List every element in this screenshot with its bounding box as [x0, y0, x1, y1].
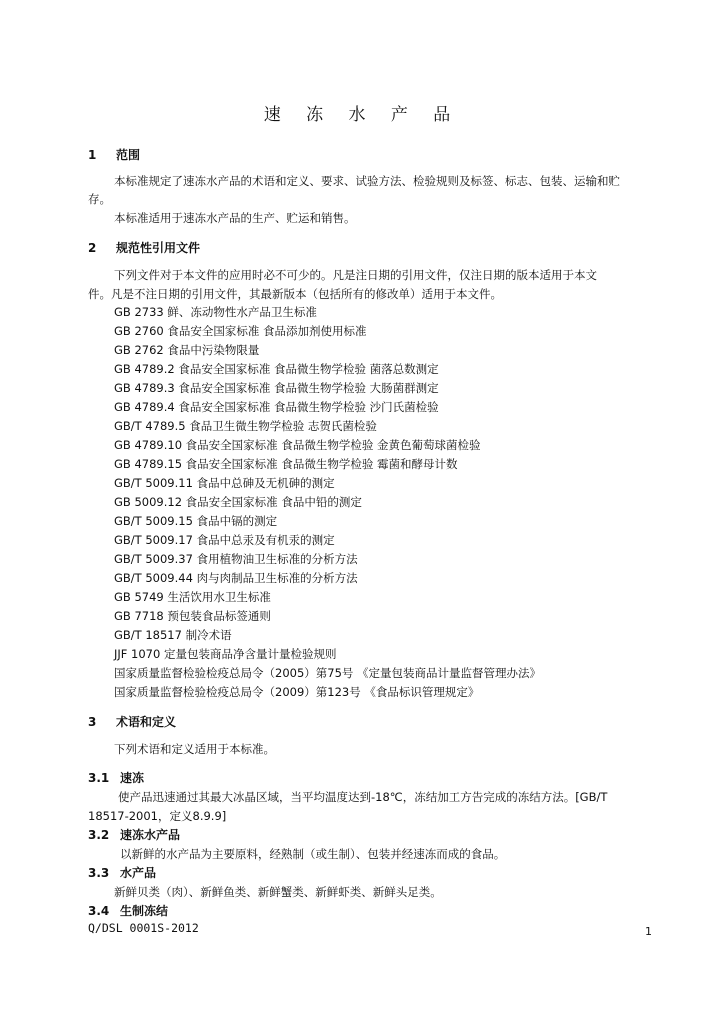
- term-3-2-heading: [88, 826, 180, 843]
- term-title: 速冻: [120, 771, 145, 785]
- paragraph: 18517-2001，定义8.9.9]: [88, 809, 227, 823]
- reference-item: JJF 1070 定量包装商品净含量计量检验规则: [114, 647, 337, 661]
- document-code: Q/DSL 0001S-2012: [88, 921, 199, 935]
- term-number: 3.1: [88, 771, 110, 785]
- reference-item: GB 4789.10 食品安全国家标准 食品微生物学检验 金黄色葡萄球菌检验: [114, 438, 481, 452]
- paragraph: 下列术语和定义适用于本标准。: [114, 742, 275, 756]
- paragraph: 以新鲜的水产品为主要原料，经熟制（或生制）、包装并经速冻而成的食品。: [120, 847, 506, 861]
- reference-item: GB/T 5009.17 食品中总汞及有机汞的测定: [114, 533, 335, 547]
- section-number: 2: [88, 241, 97, 255]
- reference-item: GB/T 5009.15 食品中镉的测定: [114, 514, 278, 528]
- term-3-4-heading: [88, 902, 168, 919]
- term-title: 水产品: [120, 866, 157, 880]
- term-number: 3.4: [88, 904, 110, 918]
- section-title: 术语和定义: [116, 715, 177, 729]
- paragraph: 下列文件对于本文件的应用时必不可少的。凡是注日期的引用文件，仅注日期的版本适用于本文: [114, 268, 597, 282]
- reference-item: GB 7718 预包装食品标签通则: [114, 609, 271, 623]
- reference-item: GB 4789.4 食品安全国家标准 食品微生物学检验 沙门氏菌检验: [114, 400, 439, 414]
- reference-item: 国家质量监督检验检疫总局令（2009）第123号 《食品标识管理规定》: [114, 685, 480, 699]
- term-3-3-heading: [88, 864, 156, 881]
- page-number: 1: [645, 925, 652, 938]
- reference-item: GB 4789.15 食品安全国家标准 食品微生物学检验 霉菌和酵母计数: [114, 457, 458, 471]
- paragraph: 使产品迅速通过其最大冰晶区域，当平均温度达到-18℃，冻结加工方告完成的冻结方法。[GB/T: [118, 790, 608, 804]
- reference-item: GB 5749 生活饮用水卫生标准: [114, 590, 271, 604]
- paragraph: 存。: [88, 192, 111, 206]
- term-title: 速冻水产品: [120, 828, 181, 842]
- reference-item: GB 4789.3 食品安全国家标准 食品微生物学检验 大肠菌群测定: [114, 381, 439, 395]
- section-title: 范围: [116, 148, 141, 162]
- paragraph: 本标准适用于速冻水产品的生产、贮运和销售。: [114, 211, 356, 225]
- reference-item: GB 2760 食品安全国家标准 食品添加剂使用标准: [114, 324, 367, 338]
- paragraph: 件。凡是不注日期的引用文件，其最新版本（包括所有的修改单）适用于本文件。: [88, 287, 502, 301]
- term-number: 3.3: [88, 866, 110, 880]
- reference-item: GB 5009.12 食品安全国家标准 食品中铅的测定: [114, 495, 362, 509]
- paragraph: 本标准规定了速冻水产品的术语和定义、要求、试验方法、检验规则及标签、标志、包装、运输和贮: [114, 174, 620, 188]
- section-number: 1: [88, 148, 97, 162]
- section-title: 规范性引用文件: [116, 241, 201, 255]
- reference-item: 国家质量监督检验检疫总局令（2005）第75号 《定量包装商品计量监督管理办法》: [114, 666, 542, 680]
- reference-item: GB/T 5009.44 肉与肉制品卫生标准的分析方法: [114, 571, 358, 585]
- section-3-heading: [88, 713, 176, 730]
- section-number: 3: [88, 715, 97, 729]
- reference-item: GB 2733 鲜、冻动物性水产品卫生标准: [114, 305, 317, 319]
- reference-item: GB 2762 食品中污染物限量: [114, 343, 260, 357]
- term-number: 3.2: [88, 828, 110, 842]
- section-2-heading: [88, 239, 200, 256]
- paragraph: 新鲜贝类（肉）、新鲜鱼类、新鲜蟹类、新鲜虾类、新鲜头足类。: [114, 885, 442, 899]
- reference-item: GB/T 5009.37 食用植物油卫生标准的分析方法: [114, 552, 358, 566]
- reference-item: GB/T 18517 制冷术语: [114, 628, 232, 642]
- section-1-heading: [88, 146, 140, 163]
- reference-item: GB 4789.2 食品安全国家标准 食品微生物学检验 菌落总数测定: [114, 362, 439, 376]
- reference-item: GB/T 5009.11 食品中总砷及无机砷的测定: [114, 476, 335, 490]
- term-title: 生制冻结: [120, 904, 169, 918]
- reference-item: GB/T 4789.5 食品卫生微生物学检验 志贺氏菌检验: [114, 419, 377, 433]
- term-3-1-heading: [88, 769, 144, 786]
- document-title: 速 冻 水 产 品: [263, 105, 461, 125]
